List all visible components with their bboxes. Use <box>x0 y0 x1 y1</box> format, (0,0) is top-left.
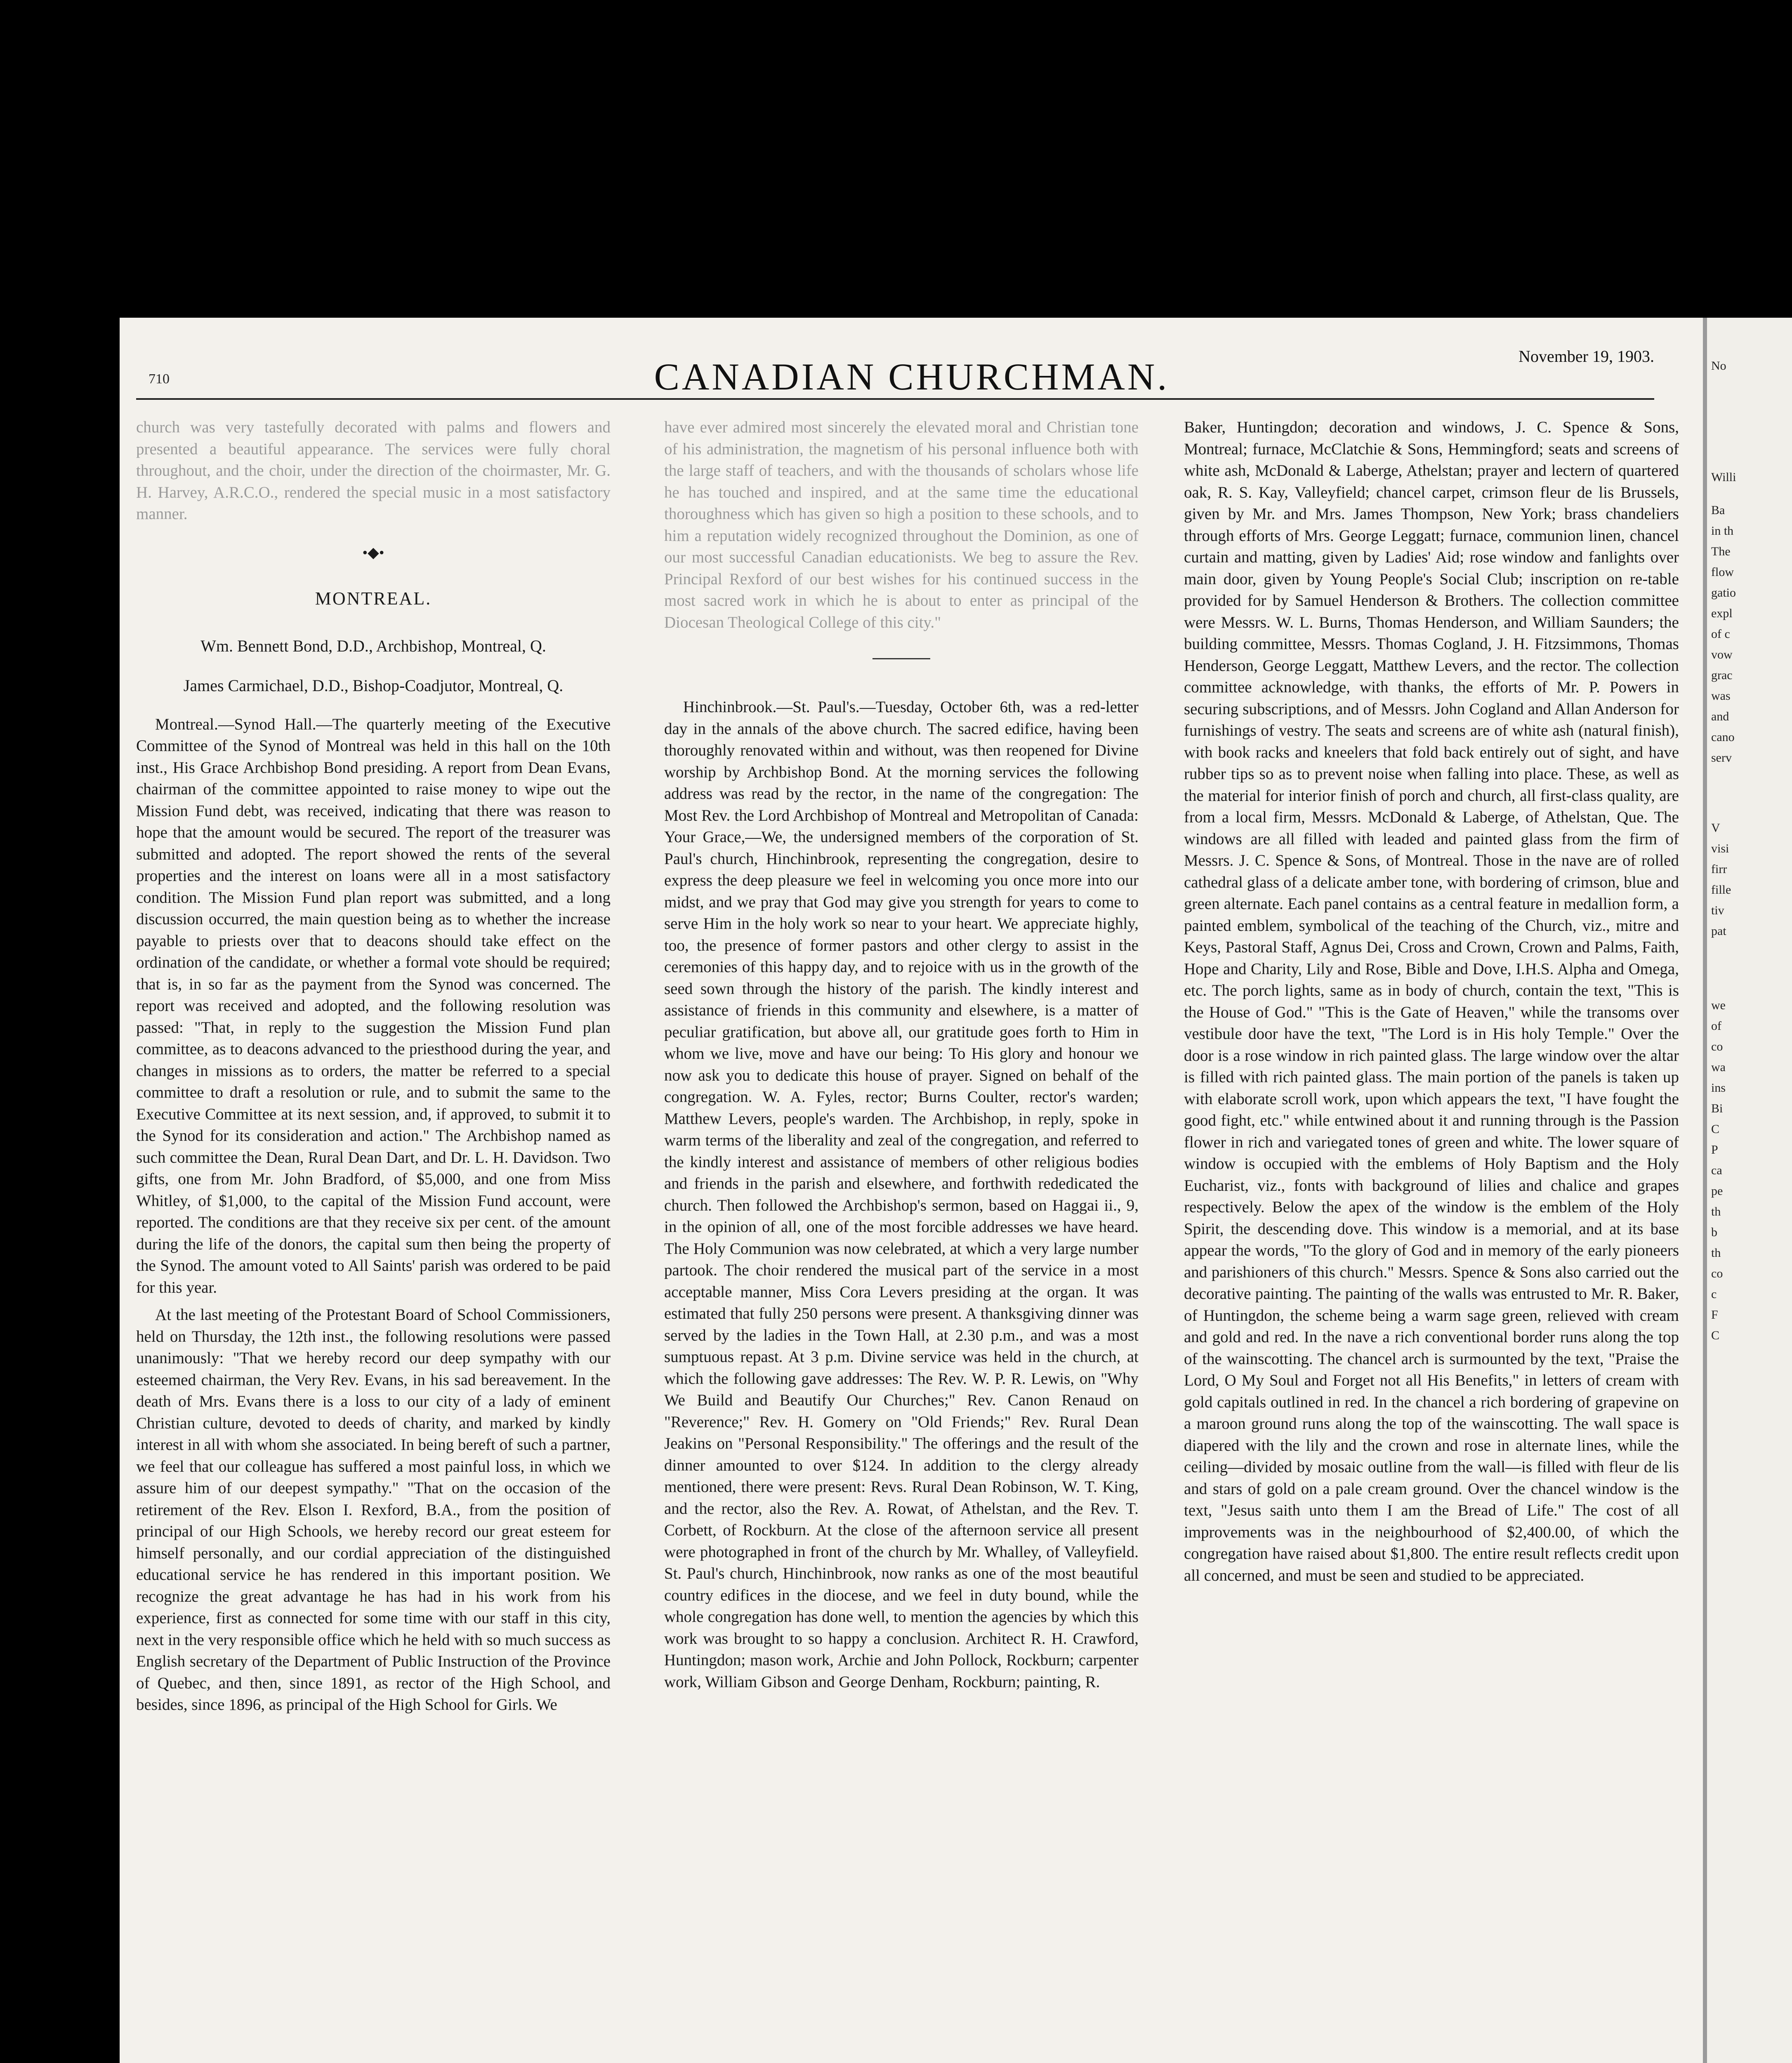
edge-fragment: ins <box>1711 1081 1726 1095</box>
section-title-montreal: MONTREAL. <box>315 588 432 609</box>
edge-fragment: th <box>1711 1205 1721 1218</box>
edge-fragment: Bi <box>1711 1102 1723 1115</box>
edge-fragment: C <box>1711 1122 1720 1136</box>
edge-fragment: was <box>1711 689 1731 703</box>
edge-fragment: F <box>1711 1308 1718 1322</box>
article-paragraph-school: At the last meeting of the Protestant Board of School Commissioners, held on Thursday, the 12th inst., the following resolutions were passed unanimously: "That we hereby record our deep sympathy with our esteemed chairman, the Very Rev. Evans, in his sad bereavement. In the death of Mrs. Evans there is a loss to our city of a lady of eminent Christian culture, devoted to deeds of charity, and marked by kindly interest in all with whom she associated. In being bereft of such a partner, we feel that our colleague has suffered a most painful loss, in which we assure him of our deepest sympathy." "That on the occasion of the retirement of the Rev. Elson I. Rexford, B.A., from the position of principal of our High Schools, we hereby record our great esteem for himself personally, and our cordial appreciation of the distinguished educational service he has rendered in this important position. We recognize the great advantage he has had in his work from his experience, first as connected for some time with our staff in this city, next in the very responsible office which he held with so much success as English secretary of the Department of Public Instruction of the Province of Quebec, and then, since 1891, as rector of the High School, and besides, since 1896, as principal of the High School for Girls. We <box>136 1306 611 1714</box>
newspaper-page <box>120 318 1704 2063</box>
article-paragraph-synod: Montreal.—Synod Hall.—The quarterly meeting of the Executive Committee of the Synod of Montreal was held in this hall on the 10th inst., His Grace Archbishop Bond presiding. A report from Dean Evans, chairman of the committee appointed to raise money to wipe out the Mission Fund debt, was received, indicating that there was reason to hope that the amount would be secured. The report of the treasurer was submitted and adopted. The report showed the rents of the several properties and the interest on loans were all in a most satisfactory condition. The Mission Fund plan report was submitted, and a long discussion occurred, the main question being as to whether the increase payable to priests over that to deacons should take effect on the ordination of the candidate, or whether a formal vote should be required; that is, in so far as the payment from the Synod was concerned. The report was received and adopted, and the following resolution was passed: "That, in reply to the suggestion the Mission Fund plan committee, as to deacons advanced to the priesthood during the year, and changes in missions as to orders, the matter be referred to a special committee to draft a resolution or rule, and to submit the same to the Executive Committee at its next session, and, if approved, to submit it to the Synod for its consideration and action." The Archbishop named as such committee the Dean, Rural Dean Dart, and Dr. L. H. Davidson. Two gifts, one from Mr. John Bradford, of $5,000, and one from Miss Whitley, of $1,000, to the capital of the Mission Fund account, were reported. The conditions are that they receive six per cent. of the amount during the life of the donors, the capital sum then being the property of the Synod. The amount voted to All Saints' parish was ordered to be paid for this year. <box>136 715 611 1296</box>
edge-fragment: of c <box>1711 627 1730 641</box>
column-2 <box>664 417 1139 1699</box>
edge-fragment: firr <box>1711 862 1727 876</box>
edge-fragment: flow <box>1711 565 1734 579</box>
edge-fragment: No <box>1711 359 1726 373</box>
edge-fragment: serv <box>1711 751 1732 765</box>
edge-fragment: co <box>1711 1267 1723 1280</box>
coadjutor-line: James Carmichael, D.D., Bishop-Coadjutor, Montreal, Q. <box>183 676 564 695</box>
edge-fragment: ca <box>1711 1164 1722 1177</box>
edge-fragment: P <box>1711 1143 1718 1157</box>
edge-fragment: expl <box>1711 607 1733 620</box>
column-divider <box>872 658 930 659</box>
edge-fragment: c <box>1711 1287 1717 1301</box>
edge-fragment: vow <box>1711 648 1733 661</box>
edge-fragment: cano <box>1711 730 1735 744</box>
column-1 <box>136 417 611 1722</box>
page-header <box>120 347 1704 396</box>
ornament-divider: •◆• <box>362 544 384 561</box>
article-paragraph-hinchinbrook: Hinchinbrook.—St. Paul's.—Tuesday, October 6th, was a red-letter day in the annals of the above church. The sacred edifice, having been thoroughly renovated within and without, was then reopened for Divine worship by Archbishop Bond. At the morning services the following address was read by the rector, in the name of the congregation: The Most Rev. the Lord Archbishop of Montreal and Metropolitan of Canada: Your Grace,—We, the undersigned members of the corporation of St. Paul's church, Hinchinbrook, representing the congregation, desire to express the deep pleasure we feel in welcoming you once more into our midst, and we pray that God may give you strength for years to come to serve Him in the holy work so near to your heart. We appreciate highly, too, the presence of former pastors and other clergy to assist in the ceremonies of this happy day, and to rejoice with us in the growth of the seed sown through the history of the parish. The kindly interest and assistance of friends in this community and elsewhere, is a matter of peculiar gratification, but above all, our gratitude goes forth to Him in whom we live, move and have our being: To His glory and honour we now ask you to dedicate this house of prayer. Signed on behalf of the congregation. W. A. Fyles, rector; Burns Coulter, rector's warden; Matthew Levers, people's warden. The Archbishop, in reply, spoke in warm terms of the liberality and zeal of the congregation, and referred to the kindly interest and assistance of members of other religious bodies and friends in the parish and elsewhere, and forthwith rededicated the church. Then followed the Archbishop's sermon, based on Haggai ii., 9, in the opinion of all, one of the most forcible addresses we have heard. The Holy Communion was now celebrated, at which a very large number partook. The choir rendered the musical part of the service in a most acceptable manner, Miss Cora Levers presiding at the organ. It was estimated that fully 250 persons were present. A thanksgiving dinner was served by the ladies in the Town Hall, at 2.30 p.m., and was a most sumptuous repast. At 3 p.m. Divine service was held in the church, at which the following gave addresses: The Rev. W. P. R. Lewis, on "Why We Build and Beautify Our Churches;" Rev. Canon Renaud on "Reverence;" Rev. H. Gomery on "Old Friends;" Rev. Rural Dean Jeakins on "Personal Responsibility." The offerings and the result of the dinner amounted to over $124. In addition to the clergy already mentioned, there were present: Revs. Rural Dean Robinson, W. T. King, and the rector, also the Rev. A. Rowat, of Athelstan, and the Rev. T. Corbett, of Rockburn. At the close of the afternoon service all present were photographed in front of the church by Mr. Whalley, of Valleyfield. St. Paul's church, Hinchinbrook, now ranks as one of the most beautiful country edifices in the diocese, and we feel in duty bound, while the whole congregation has done well, to mention the agencies by which this work was brought to so happy a conclusion. Architect R. H. Crawford, Huntingdon; mason work, Archie and John Pollock, Rockburn; carpenter work, William Gibson and George Denham, Rockburn; painting, R. <box>664 698 1139 1691</box>
next-page-edge <box>1703 318 1792 2063</box>
edge-fragment: The <box>1711 545 1731 558</box>
edge-fragment: th <box>1711 1246 1721 1260</box>
masthead-title: CANADIAN CHURCHMAN. <box>654 356 1170 398</box>
edge-fragment: pat <box>1711 924 1726 938</box>
edge-fragment: co <box>1711 1040 1723 1053</box>
edge-fragment: tiv <box>1711 904 1724 917</box>
header-rule <box>136 398 1654 400</box>
edge-fragment: gatio <box>1711 586 1736 600</box>
edge-fragment: b <box>1711 1225 1717 1239</box>
edge-fragment: V <box>1711 821 1720 835</box>
edge-fragment: of <box>1711 1019 1721 1033</box>
edge-fragment: wa <box>1711 1060 1726 1074</box>
edge-fragment: in th <box>1711 524 1734 538</box>
edge-fragment: visi <box>1711 842 1729 855</box>
edge-fragment: Ba <box>1711 503 1725 517</box>
article-paragraph-continued: Baker, Huntingdon; decoration and windows, J. C. Spence & Sons, Montreal; furnace, McClatchie & Sons, Hemmingford; seats and screens of white ash, McDonald & Laberge, Athelstan; prayer and lectern of quartered oak, R. S. Kay, Valleyfield; chancel carpet, crimson fleur de lis Brussels, given by Mr. and Mrs. James Thompson, New York; brass chandeliers through efforts of Mrs. George Leggatt; furnace, communion linen, chancel curtain and matting, given by Ladies' Aid; rose window and fanlights over main door, given by Young People's Social Club; inscription on re-table provided for by Samuel Henderson & Brothers. The collection committee were Messrs. W. L. Burns, Thomas Henderson, and William Saunders; the building committee, Messrs. Thomas Cogland, J. H. Fitzsimmons, Thomas Henderson, George Leggatt, Matthew Levers, and the rector. The collection committee acknowledge, with thanks, the efforts of Mr. P. Powers in securing subscriptions, and of Messrs. John Cogland and Allan Anderson for furnishings of vestry. The seats and screens are of white ash (natural finish), with book racks and kneelers that fold back entirely out of sight, and have rubber tips so as to prevent noise when falling into place. These, as well as the material for interior finish of porch and church, all first-class quality, are from a local firm, Messrs. McDonald & Laberge, of Athelstan, Que. The windows are all filled with leaded and painted glass from the firm of Messrs. J. C. Spence & Sons, of Montreal. Those in the nave are of rolled cathedral glass of a delicate amber tone, with bordering of crimson, blue and green alternate. Each panel contains as a central feature in medallion form, a painted emblem, symbolical of the teaching of the Church, viz., mitre and Keys, Pastoral Staff, Agnus Dei, Cross and Crown, Crown and Palms, Faith, Hope and Charity, Lily and Rose, Bible and Dove, I.H.S. Alpha and Omega, etc. The porch lights, same as in body of church, contain the text, "This is the House of God." "This is the Gate of Heaven," while the transoms over vestibule door have the text, "The Lord is in His holy Temple." Over the door is a rose window in rich painted glass. The large window over the altar is filled with rich painted glass. The main portion of the panels is taken up with elaborate scroll work, upon which appears the text, "I have fought the good fight, etc." while entwined about it and running through is the Passion flower in rich and variegated tones of green and white. The lower square of window is occupied with the emblems of Holy Baptism and the Holy Eucharist, viz., fonts with background of lilies and chalice and grapes respectively. Below the apex of the window is the emblem of the Holy Spirit, the descending dove. This window is a memorial, and at its base appear the words, "To the glory of God and in memory of the early pioneers and parishioners of this church." Messrs. Spence & Sons also carried out the decorative painting. The painting of the walls was entrusted to Mr. R. Baker, of Huntingdon, the scheme being a warm sage green, relieved with cream and gold and red. In the nave a rich conventional border runs along the top of the wainscotting. The chancel arch is surmounted by the text, "Praise the Lord, O My Soul and Forget not all His Benefits," in letters of cream with gold capitals outlined in red. In the chancel a rich bordering of grapevine on a maroon ground runs along the top of the wainscotting. The wall space is diapered with the lily and the crown and rose in alternate lines, while the ceiling—divided by mosaic outline from the wall—is filled with fleur de lis and stars of gold on a pale cream ground. Over the chancel window is the text, "Jesus saith unto them I am the Bread of Life." The cost of all improvements was in the neighbourhood of $2,400.00, of which the congregation have raised about $1,800. The entire result reflects credit upon all concerned, and must be seen and studied to be appreciated. <box>1184 418 1679 1584</box>
edge-fragment: pe <box>1711 1184 1723 1198</box>
article-paragraph: church was very tastefully decorated with palms and flowers and presented a beautiful appearance. The services were fully choral throughout, and the choir, under the direction of the choirmaster, Mr. G. H. Harvey, A.R.C.O., rendered the special music in a most satisfactory manner. <box>136 418 611 523</box>
archbishop-line: Wm. Bennett Bond, D.D., Archbishop, Montreal, Q. <box>200 636 546 655</box>
column-3 <box>1184 417 1679 1592</box>
edge-fragment: we <box>1711 998 1726 1012</box>
article-paragraph-continued: have ever admired most sincerely the elevated moral and Christian tone of his administration, the magnetism of his personal influence both with the large staff of teachers, and with the thousands of scholars whose life he has touched and inspired, and at the same time the educational thoroughness which has given so high a position to these schools, and to him a reputation widely recognized throughout the Dominion, as one of our most successful Canadian educationists. We beg to assure the Rev. Principal Rexford of our best wishes for his continued success in the most sacred work in which he is about to enter as principal of the Diocesan Theological College of this city." <box>664 418 1139 631</box>
issue-date: November 19, 1903. <box>1518 347 1654 366</box>
edge-fragment: and <box>1711 710 1729 723</box>
edge-fragment: C <box>1711 1329 1720 1342</box>
edge-fragment: Willi <box>1711 470 1736 484</box>
edge-fragment: fille <box>1711 883 1731 897</box>
page-number: 710 <box>149 371 170 387</box>
edge-fragment: grac <box>1711 668 1733 682</box>
